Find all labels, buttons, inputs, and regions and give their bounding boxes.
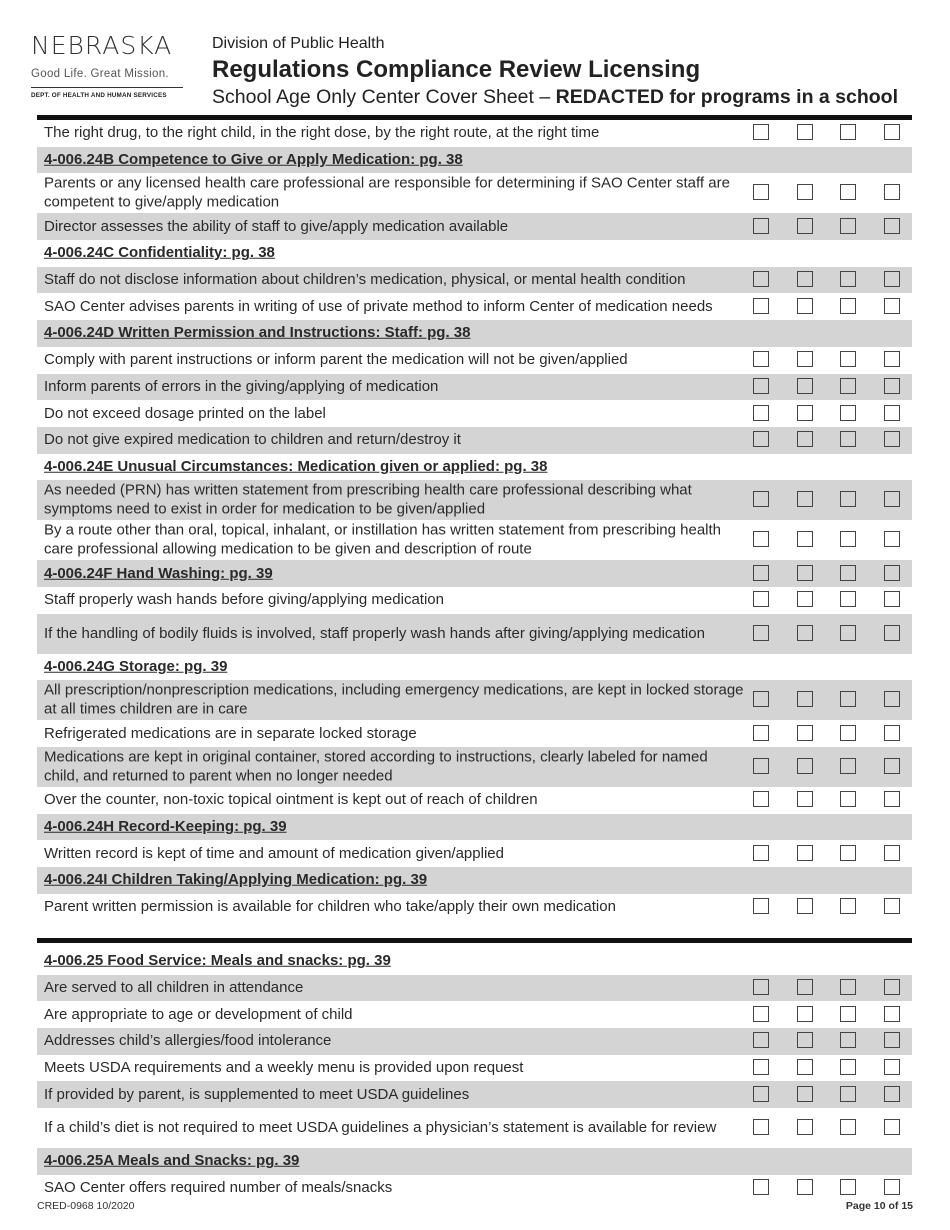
division-name: Division of Public Health	[212, 35, 385, 52]
subtitle-bold: REDACTED for programs in a school	[555, 86, 898, 108]
page-subtitle	[212, 85, 898, 109]
checklist-row	[37, 293, 912, 320]
requirement-text: SAO Center offers required number of meals/snacks	[44, 1178, 393, 1196]
section-heading: 4-006.24D Written Permission and Instructions: Staff: pg. 38	[44, 324, 471, 342]
checkbox-col-1[interactable]	[753, 124, 769, 140]
checkbox-col-1[interactable]	[753, 405, 769, 421]
checklist-row	[37, 267, 912, 294]
section-heading: 4-006.24G Storage: pg. 39	[44, 657, 228, 675]
checkbox-col-4[interactable]	[884, 898, 900, 914]
section-heading-row	[37, 814, 912, 841]
checkbox-col-2[interactable]	[797, 1059, 813, 1075]
checkbox-col-2[interactable]	[797, 491, 813, 507]
checkbox-col-4[interactable]	[884, 591, 900, 607]
checklist-row	[37, 587, 912, 614]
checkbox-col-3[interactable]	[840, 758, 856, 774]
checkbox-col-4[interactable]	[884, 1119, 900, 1135]
requirement-text: SAO Center advises parents in writing of use of private method to inform Center of medication needs	[44, 297, 713, 315]
checkbox-col-2[interactable]	[797, 1086, 813, 1102]
logo-tagline: Good Life. Great Mission.	[31, 68, 169, 80]
section-heading: 4-006.25 Food Service: Meals and snacks: pg. 39	[44, 952, 391, 970]
checkbox-col-1[interactable]	[753, 298, 769, 314]
checkbox-col-4[interactable]	[884, 531, 900, 547]
checklist-row	[37, 520, 912, 560]
checkbox-col-2[interactable]	[797, 271, 813, 287]
checkbox-col-2[interactable]	[797, 565, 813, 581]
checkbox-col-2[interactable]	[797, 1179, 813, 1195]
checkbox-col-4[interactable]	[884, 351, 900, 367]
checkbox-col-1[interactable]	[753, 1119, 769, 1135]
page-header	[212, 34, 898, 109]
checklist-row	[37, 427, 912, 454]
checklist-section-medication	[37, 120, 912, 920]
requirement-text: Parents or any licensed health care professional are responsible for determining if SAO Center staff are competent to give/apply medication	[44, 174, 730, 211]
checkbox-col-4[interactable]	[884, 725, 900, 741]
section-heading-row	[37, 240, 912, 267]
section-heading: 4-006.24B Competence to Give or Apply Medication: pg. 38	[44, 150, 463, 168]
section-heading: 4-006.24F Hand Washing: pg. 39	[44, 564, 273, 582]
checkbox-col-4[interactable]	[884, 1179, 900, 1195]
checkbox-col-4[interactable]	[884, 184, 900, 200]
checklist-row	[37, 747, 912, 787]
requirement-text: Staff do not disclose information about children’s medication, physical, or mental health condition	[44, 270, 686, 288]
checklist-row	[37, 1055, 912, 1082]
checkbox-col-3[interactable]	[840, 431, 856, 447]
checkbox-col-1[interactable]	[753, 1179, 769, 1195]
checkbox-col-1[interactable]	[753, 625, 769, 641]
checkbox-col-1[interactable]	[753, 531, 769, 547]
checkbox-col-2[interactable]	[797, 758, 813, 774]
form-id: CRED-0968 10/2020	[37, 1200, 135, 1212]
requirement-text: Are appropriate to age or development of child	[44, 1005, 353, 1023]
checkbox-col-3[interactable]	[840, 691, 856, 707]
checklist-row	[37, 1175, 912, 1202]
checkbox-col-2[interactable]	[797, 1119, 813, 1135]
checkbox-col-4[interactable]	[884, 625, 900, 641]
requirement-text: Addresses child’s allergies/food intolerance	[44, 1032, 332, 1050]
checklist-row	[37, 173, 912, 213]
checkbox-col-2[interactable]	[797, 431, 813, 447]
requirement-text: Comply with parent instructions or inform parent the medication will not be given/applied	[44, 350, 628, 368]
page-number: Page 10 of 15	[845, 1200, 913, 1212]
checkbox-col-2[interactable]	[797, 625, 813, 641]
checkbox-col-4[interactable]	[884, 1059, 900, 1075]
checkbox-col-1[interactable]	[753, 1032, 769, 1048]
checkbox-col-3[interactable]	[840, 271, 856, 287]
checklist-row	[37, 1028, 912, 1055]
logo-dept: DEPT. OF HEALTH AND HUMAN SERVICES	[31, 92, 167, 99]
requirement-text: If the handling of bodily fluids is involved, staff properly wash hands after giving/applying medication	[44, 624, 705, 642]
checkbox-col-3[interactable]	[840, 351, 856, 367]
checklist-row	[37, 787, 912, 814]
checkbox-col-3[interactable]	[840, 1119, 856, 1135]
checkbox-col-3[interactable]	[840, 405, 856, 421]
checklist-row	[37, 680, 912, 720]
checklist-row	[37, 1108, 912, 1148]
checklist-row	[37, 894, 912, 921]
requirement-text: Director assesses the ability of staff to give/apply medication available	[44, 217, 509, 235]
requirement-text: If a child’s diet is not required to meet USDA guidelines a physician’s statement is available for review	[44, 1118, 717, 1136]
checkbox-col-1[interactable]	[753, 758, 769, 774]
section-heading: 4-006.25A Meals and Snacks: pg. 39	[44, 1152, 300, 1170]
checkbox-col-2[interactable]	[797, 1032, 813, 1048]
section-heading-row	[37, 560, 912, 587]
checkbox-col-3[interactable]	[840, 531, 856, 547]
requirement-text: Medications are kept in original container, stored according to instructions, clearly labeled for named child, and returned to parent when no longer needed	[44, 748, 708, 784]
section-heading: 4-006.24E Unusual Circumstances: Medication given or applied: pg. 38	[44, 457, 548, 475]
checkbox-col-2[interactable]	[797, 898, 813, 914]
checkbox-col-2[interactable]	[797, 1006, 813, 1022]
checkbox-col-3[interactable]	[840, 625, 856, 641]
checkbox-col-3[interactable]	[840, 491, 856, 507]
checklist-row	[37, 840, 912, 867]
requirement-text: The right drug, to the right child, in the right dose, by the right route, at the right time	[44, 124, 600, 142]
section-heading: 4-006.24C Confidentiality: pg. 38	[44, 244, 275, 262]
checkbox-col-1[interactable]	[753, 218, 769, 234]
checkbox-col-3[interactable]	[840, 791, 856, 807]
checkbox-col-1[interactable]	[753, 351, 769, 367]
checkbox-col-4[interactable]	[884, 218, 900, 234]
checkbox-col-4[interactable]	[884, 298, 900, 314]
checklist-row	[37, 1001, 912, 1028]
checklist-row	[37, 213, 912, 240]
checkbox-col-4[interactable]	[884, 791, 900, 807]
checklist-row	[37, 400, 912, 427]
checkbox-col-1[interactable]	[753, 184, 769, 200]
checkbox-col-1[interactable]	[753, 725, 769, 741]
checkbox-col-3[interactable]	[840, 565, 856, 581]
requirement-text: All prescription/nonprescription medications, including emergency medications, are kept in locked storage at all times children are in care	[44, 681, 744, 718]
checkbox-col-4[interactable]	[884, 979, 900, 995]
checkbox-col-4[interactable]	[884, 1032, 900, 1048]
checkbox-col-1[interactable]	[753, 431, 769, 447]
checkbox-col-3[interactable]	[840, 378, 856, 394]
section-heading: 4-006.24H Record-Keeping: pg. 39	[44, 817, 287, 835]
checkbox-col-1[interactable]	[753, 898, 769, 914]
checklist-row	[37, 347, 912, 374]
requirement-text: As needed (PRN) has written statement from prescribing health care professional describing what symptoms need to exist in order for medication to be given/applied	[44, 481, 692, 518]
section-heading-row	[37, 948, 912, 975]
checkbox-col-2[interactable]	[797, 531, 813, 547]
checkbox-col-2[interactable]	[797, 725, 813, 741]
logo-rule	[31, 87, 183, 88]
requirement-text: Do not give expired medication to children and return/destroy it	[44, 430, 461, 448]
section-heading-row	[37, 1148, 912, 1175]
checkbox-col-1[interactable]	[753, 791, 769, 807]
checkbox-col-1[interactable]	[753, 271, 769, 287]
checkbox-col-2[interactable]	[797, 591, 813, 607]
section-heading-row	[37, 147, 912, 174]
checklist-row	[37, 374, 912, 401]
checklist-row	[37, 1081, 912, 1108]
checkbox-col-2[interactable]	[797, 351, 813, 367]
requirement-text: Parent written permission is available for children who take/apply their own medication	[44, 897, 616, 915]
requirement-text: Staff properly wash hands before giving/applying medication	[44, 591, 444, 609]
checkbox-col-1[interactable]	[753, 378, 769, 394]
checkbox-col-3[interactable]	[840, 298, 856, 314]
checkbox-col-2[interactable]	[797, 298, 813, 314]
section-divider	[37, 938, 912, 943]
checkbox-col-1[interactable]	[753, 979, 769, 995]
requirement-text: Refrigerated medications are in separate locked storage	[44, 724, 417, 742]
page-title: Regulations Compliance Review Licensing	[212, 56, 701, 83]
checkbox-col-2[interactable]	[797, 979, 813, 995]
checkbox-col-2[interactable]	[797, 405, 813, 421]
checkbox-col-1[interactable]	[753, 1006, 769, 1022]
checkbox-col-1[interactable]	[753, 565, 769, 581]
checkbox-col-2[interactable]	[797, 218, 813, 234]
checkbox-col-3[interactable]	[840, 1006, 856, 1022]
checkbox-col-1[interactable]	[753, 845, 769, 861]
checkbox-col-3[interactable]	[840, 1059, 856, 1075]
checklist-row	[37, 975, 912, 1002]
requirement-text: Over the counter, non-toxic topical ointment is kept out of reach of children	[44, 791, 538, 809]
checklist-row	[37, 480, 912, 520]
checkbox-col-4[interactable]	[884, 405, 900, 421]
requirement-text: Meets USDA requirements and a weekly menu is provided upon request	[44, 1058, 524, 1076]
checkbox-col-4[interactable]	[884, 378, 900, 394]
checkbox-col-3[interactable]	[840, 591, 856, 607]
checkbox-col-2[interactable]	[797, 124, 813, 140]
checklist-row	[37, 720, 912, 747]
checkbox-col-4[interactable]	[884, 691, 900, 707]
checkbox-col-3[interactable]	[840, 184, 856, 200]
checklist-section-food	[37, 948, 912, 1202]
checkbox-col-4[interactable]	[884, 1086, 900, 1102]
checkbox-col-4[interactable]	[884, 565, 900, 581]
checkbox-col-1[interactable]	[753, 591, 769, 607]
checkbox-col-3[interactable]	[840, 218, 856, 234]
checkbox-col-3[interactable]	[840, 1032, 856, 1048]
section-heading: 4-006.24I Children Taking/Applying Medication: pg. 39	[44, 871, 428, 889]
checkbox-col-4[interactable]	[884, 758, 900, 774]
checkbox-col-4[interactable]	[884, 491, 900, 507]
requirement-text: Do not exceed dosage printed on the label	[44, 404, 326, 422]
checkbox-col-1[interactable]	[753, 1086, 769, 1102]
checkbox-col-1[interactable]	[753, 491, 769, 507]
checkbox-col-4[interactable]	[884, 271, 900, 287]
checkbox-col-3[interactable]	[840, 979, 856, 995]
checkbox-col-2[interactable]	[797, 845, 813, 861]
checkbox-col-3[interactable]	[840, 1179, 856, 1195]
section-heading-row	[37, 654, 912, 681]
checkbox-col-2[interactable]	[797, 184, 813, 200]
checkbox-col-4[interactable]	[884, 431, 900, 447]
checkbox-col-1[interactable]	[753, 1059, 769, 1075]
subtitle-plain: School Age Only Center Cover Sheet –	[212, 86, 556, 108]
section-heading-row	[37, 454, 912, 481]
checkbox-col-3[interactable]	[840, 845, 856, 861]
nebraska-logo	[31, 32, 191, 99]
checkbox-col-1[interactable]	[753, 691, 769, 707]
checkbox-col-3[interactable]	[840, 1086, 856, 1102]
requirement-text: If provided by parent, is supplemented to meet USDA guidelines	[44, 1085, 470, 1103]
checkbox-col-4[interactable]	[884, 845, 900, 861]
checkbox-col-2[interactable]	[797, 691, 813, 707]
requirement-text: Inform parents of errors in the giving/applying of medication	[44, 377, 439, 395]
requirement-text: Are served to all children in attendance	[44, 978, 304, 996]
checkbox-col-3[interactable]	[840, 725, 856, 741]
requirement-text: Written record is kept of time and amount of medication given/applied	[44, 844, 504, 862]
checkbox-col-2[interactable]	[797, 378, 813, 394]
logo-wordmark: NEBRASKA	[31, 31, 173, 60]
checklist-row	[37, 614, 912, 654]
checkbox-col-4[interactable]	[884, 1006, 900, 1022]
section-heading-row	[37, 867, 912, 894]
checkbox-col-4[interactable]	[884, 124, 900, 140]
checkbox-col-3[interactable]	[840, 898, 856, 914]
checkbox-col-2[interactable]	[797, 791, 813, 807]
section-heading-row	[37, 320, 912, 347]
checkbox-col-3[interactable]	[840, 124, 856, 140]
requirement-text: By a route other than oral, topical, inhalant, or instillation has written statement from prescribing health care professional allowing medication to be given and description of route	[44, 521, 722, 558]
checklist-row	[37, 120, 912, 147]
